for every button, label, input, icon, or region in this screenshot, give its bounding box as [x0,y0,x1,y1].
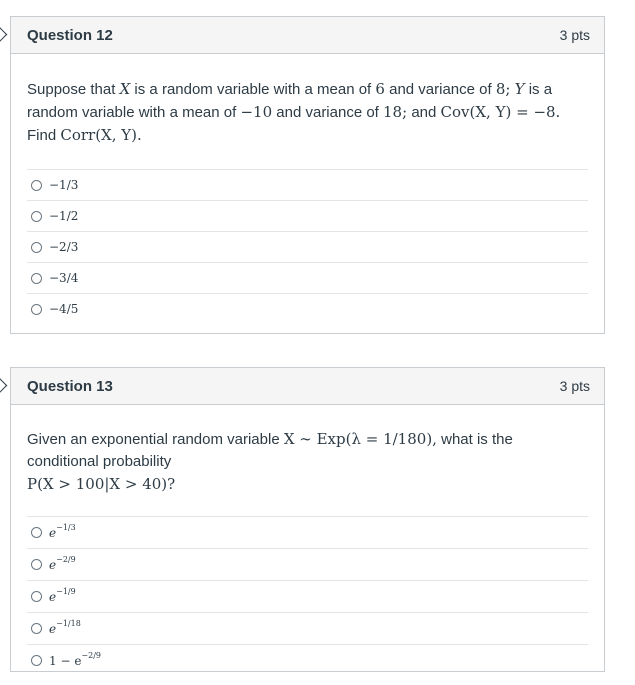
collapse-arrow-icon[interactable] [0,378,7,394]
radio-button[interactable] [31,559,42,570]
question-card-12 [10,16,605,334]
answer-option[interactable]: $e^{-2/9}$ [27,548,588,580]
collapse-arrow-icon[interactable] [0,27,7,43]
answer-option[interactable]: −3/4 [27,262,588,293]
question-points: 3 pts [559,27,590,43]
answer-option[interactable]: −1/2 [27,200,588,231]
question-points: 3 pts [559,378,590,394]
radio-button[interactable] [31,180,42,191]
radio-button[interactable] [31,242,42,253]
question-title: Question 12 [27,26,113,44]
answer-list [27,516,588,676]
radio-button[interactable] [31,591,42,602]
question-text: Given an exponential random variable X ∼ Exp(λ = 1/180), what is the conditional probability P(X > 100|X > 40)? [27,430,513,493]
radio-button[interactable] [31,211,42,222]
radio-button[interactable] [31,273,42,284]
question-header [11,17,604,54]
answer-option[interactable]: $e^{-1/18}$ [27,612,588,644]
question-card-13 [10,367,605,672]
question-title: Question 13 [27,377,113,395]
answer-option[interactable]: $e^{-1/3}$ [27,516,588,548]
answer-option[interactable]: −4/5 [27,293,588,324]
question-text: Suppose that X is a random variable with a mean of 6 and variance of 8; Y is a random variable with a mean of −10 and variance of 18; and Cov(X, Y) = −8. Find Corr(X, Y). [27,80,561,144]
radio-button[interactable] [31,655,42,666]
answer-option[interactable]: −1/3 [27,169,588,200]
radio-button[interactable] [31,304,42,315]
answer-option[interactable]: −2/3 [27,231,588,262]
question-header [11,368,604,405]
radio-button[interactable] [31,527,42,538]
answer-option[interactable]: $e^{-1/9}$ [27,580,588,612]
answer-option[interactable]: $1 - e^{-2/9}$ [27,644,588,676]
radio-button[interactable] [31,623,42,634]
answer-list [27,169,588,324]
